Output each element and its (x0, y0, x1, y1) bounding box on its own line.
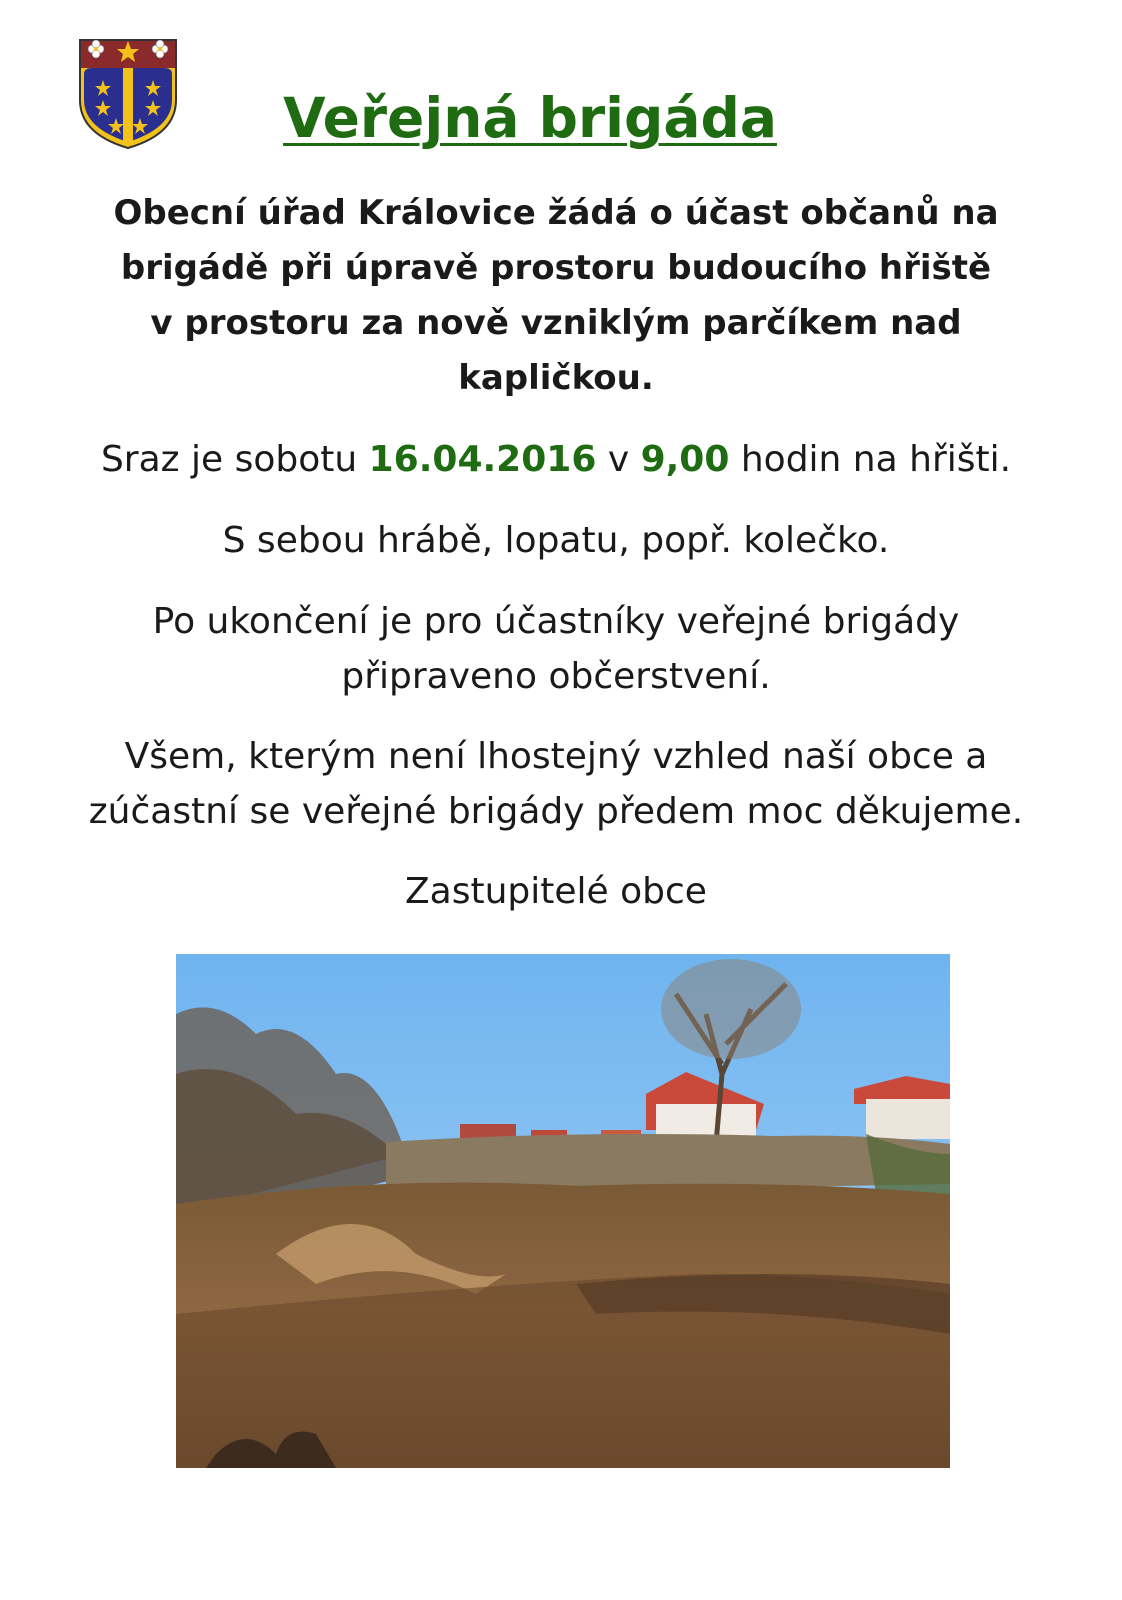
lead-line-4: kapličkou. (458, 358, 654, 398)
thanks-text (0, 729, 1112, 839)
meeting-date: 16.04.2016 (368, 439, 597, 480)
thanks-line-1: Všem, kterým není lhostejný vzhled naší obce a (124, 736, 988, 777)
lead-line-2: brigádě při úpravě prostoru budoucího hřiště (120, 248, 992, 288)
meeting-info (0, 432, 1112, 487)
site-photo (176, 954, 950, 1468)
notice-lead-text (0, 186, 1112, 406)
meeting-middle: v (596, 439, 641, 480)
refreshment-line-2: připraveno občerstvení. (341, 656, 771, 697)
lead-line-1: Obecní úřad Královice žádá o účast občanů na (113, 193, 999, 233)
refreshment-text (0, 594, 1112, 704)
signature: Zastupitelé obce (405, 871, 707, 912)
notice-title: Veřejná brigáda (283, 86, 777, 150)
thanks-line-2: zúčastní se veřejné brigády předem moc děkujeme. (88, 791, 1024, 832)
bring-tools-text: S sebou hrábě, lopatu, popř. kolečko. (222, 520, 890, 561)
meeting-suffix: hodin na hřišti. (729, 439, 1012, 480)
refreshment-line-1: Po ukončení je pro účastníky veřejné brigády (152, 601, 960, 642)
meeting-prefix: Sraz je sobotu (100, 439, 369, 480)
meeting-time: 9,00 (640, 439, 730, 480)
lead-line-3: v prostoru za nově vzniklým parčíkem nad (150, 303, 962, 343)
